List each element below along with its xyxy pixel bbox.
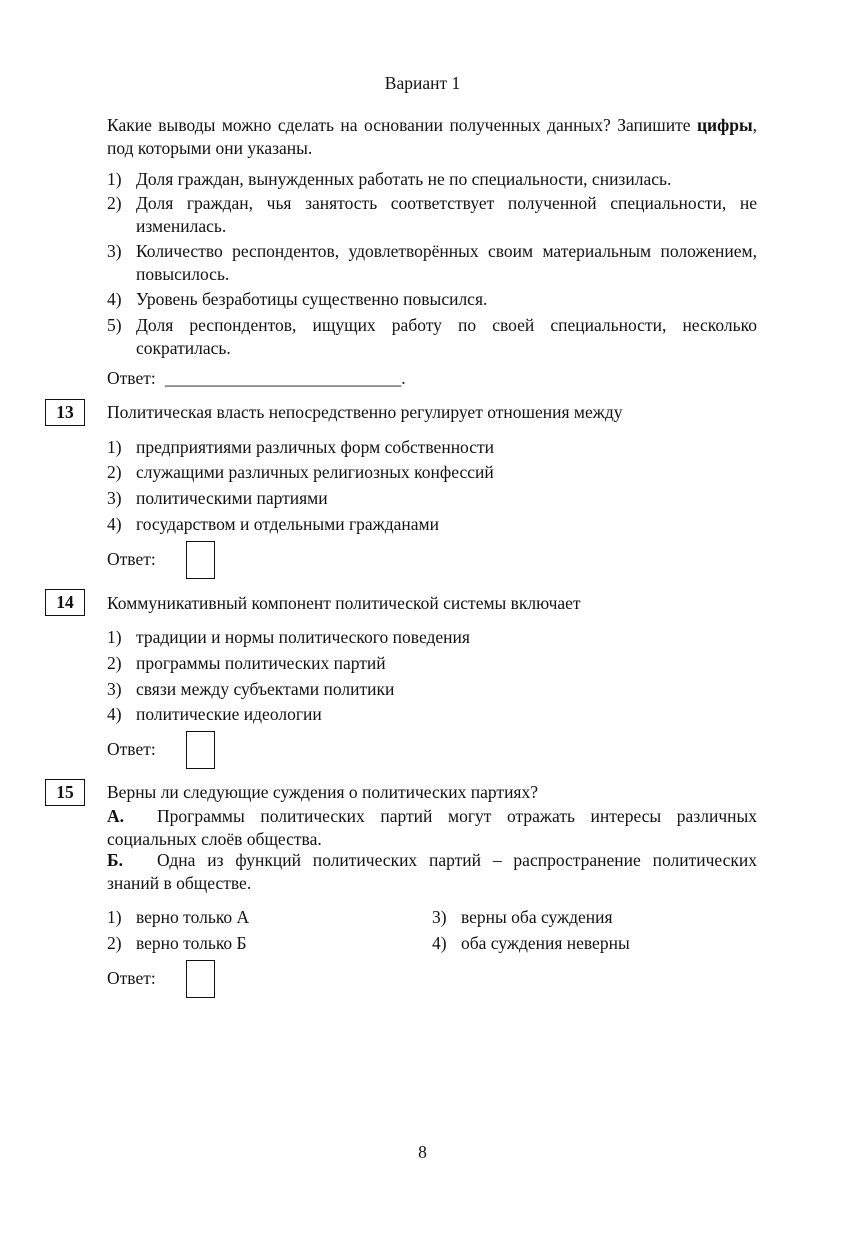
q14-answer-box[interactable] — [186, 731, 215, 769]
question-number-15: 15 — [45, 779, 85, 806]
option-number: 2) — [107, 653, 122, 673]
option-number: 1) — [107, 437, 122, 457]
page-header: Вариант 1 — [384, 73, 461, 93]
statement-text: Программы политических партий могут отражать интересы различных социальных слоёв общества. — [107, 806, 757, 849]
option-number: 2) — [107, 462, 122, 482]
option-number: 2) — [107, 933, 122, 953]
option-text: Доля респондентов, ищущих работу по своей специальности, несколько сократилась. — [136, 315, 757, 358]
option-number: 4) — [107, 704, 122, 724]
option-text: программы политических партий — [136, 653, 386, 673]
option-number: 3) — [107, 488, 122, 508]
option-text: Доля граждан, вынужденных работать не по специальности, снизилась. — [136, 169, 672, 189]
option-number: 1) — [107, 907, 122, 927]
option-text: предприятиями различных форм собственности — [136, 437, 495, 457]
statement-label: Б. — [107, 850, 123, 870]
q12-intro — [107, 114, 757, 160]
q15-question: Верны ли следующие суждения о политических партиях? — [107, 782, 538, 802]
option-number: 1) — [107, 627, 122, 647]
option-text: традиции и нормы политического поведения — [136, 627, 470, 647]
option-number: 5) — [107, 315, 122, 335]
option-text: верно только Б — [136, 933, 247, 953]
answer-label: Ответ: — [107, 368, 156, 388]
answer-label: Ответ: — [107, 968, 156, 988]
option-text: оба суждения неверны — [461, 933, 630, 953]
q15-statement-b — [107, 849, 757, 895]
option-number: 2) — [107, 193, 122, 213]
statement-label: А. — [107, 806, 125, 826]
q12-intro-text: Какие выводы можно сделать на основании полученных данных? Запишите — [107, 115, 697, 135]
option-number: 4) — [107, 514, 122, 534]
option-number: 4) — [432, 933, 447, 953]
page-number: 8 — [418, 1142, 427, 1162]
option-text: Количество респондентов, удовлетворённых своим материальным положением, повысилось. — [136, 241, 757, 284]
q12-intro-text-end: , под которыми они указаны. — [107, 115, 757, 158]
option-text: верно только А — [136, 907, 250, 927]
option-number: 3) — [107, 241, 122, 261]
option-text: верны оба суждения — [461, 907, 613, 927]
option-number: 4) — [107, 289, 122, 309]
option-text: политическими партиями — [136, 488, 328, 508]
answer-line-field[interactable]: ___________________________. — [165, 368, 406, 388]
question-number-14: 14 — [45, 589, 85, 616]
q12-intro-bold: цифры — [696, 115, 753, 135]
option-text: Доля граждан, чья занятость соответствует полученной специальности, не изменилась. — [136, 193, 757, 236]
q13-question: Политическая власть непосредственно регулирует отношения между — [107, 402, 623, 422]
option-text: политические идеологии — [136, 704, 322, 724]
statement-text: Одна из функций политических партий – распространение политических знаний в обществе. — [107, 850, 757, 893]
q14-question: Коммуникативный компонент политической системы включает — [107, 593, 581, 613]
option-text: Уровень безработицы существенно повысился. — [136, 289, 488, 309]
question-number-13: 13 — [45, 399, 85, 426]
answer-label: Ответ: — [107, 739, 156, 759]
option-number: 3) — [107, 679, 122, 699]
option-text: связи между субъектами политики — [136, 679, 395, 699]
answer-label: Ответ: — [107, 549, 156, 569]
q15-answer-box[interactable] — [186, 960, 215, 998]
option-number: 3) — [432, 907, 447, 927]
q13-answer-box[interactable] — [186, 541, 215, 579]
q15-statement-a — [107, 805, 757, 851]
option-text: служащими различных религиозных конфессий — [136, 462, 494, 482]
option-text: государством и отдельными гражданами — [136, 514, 439, 534]
option-number: 1) — [107, 169, 122, 189]
